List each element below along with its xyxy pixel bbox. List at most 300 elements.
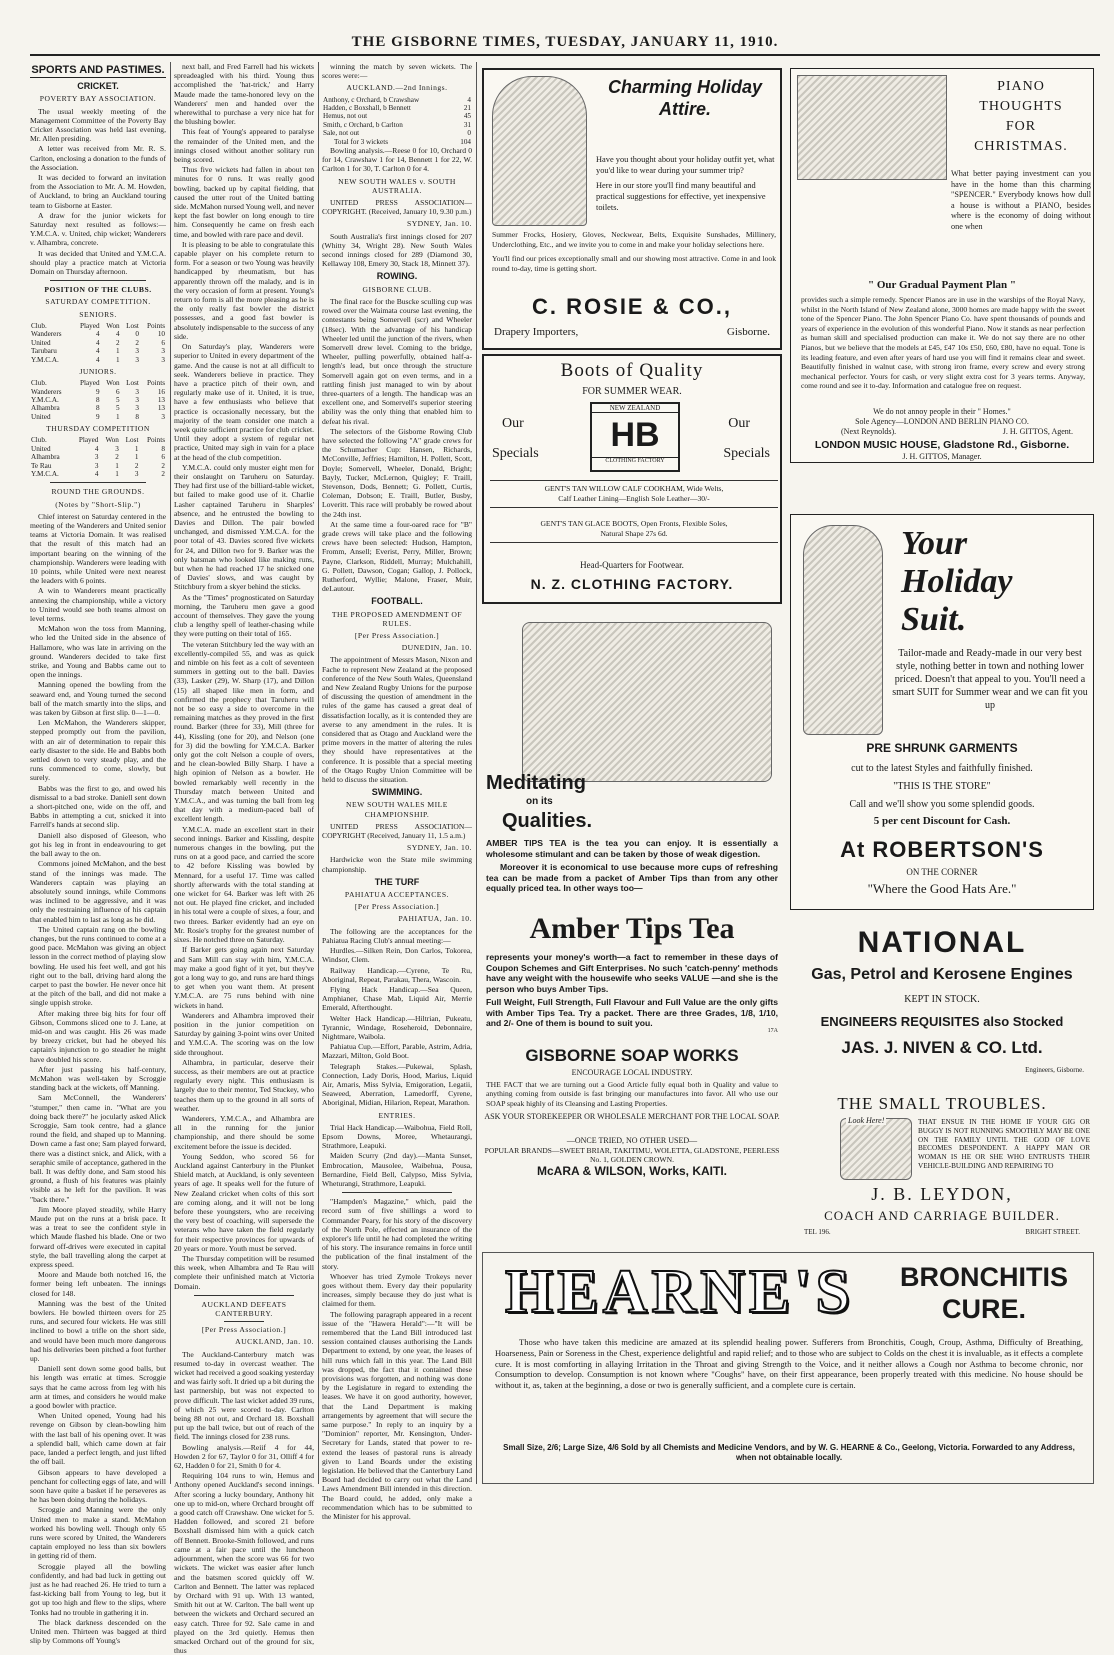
piano-next: (Next Reynolds). [841,427,897,436]
table-cell: 3 [115,444,119,453]
assoc-heading: POVERTY BAY ASSOCIATION. [39,94,157,104]
thursday-heading: THURSDAY COMPETITION [46,424,150,434]
article-paragraph: A win to Wanderers meant practically annexing the championship, while a victory to United would see both teams almost on level terms. [30,586,166,624]
juniors-table [30,379,166,421]
article-paragraph: Railway Handicap.—Cyrene, Te Ru, Aboriginal, Repeat, Parakau, Thera, Wascoin. [322,965,472,984]
table-cell: 4 [467,95,471,104]
article-paragraph: Whoever has tried Zymole Trokeys never goes without them. Every day their popularity increases, simply because they do just what is claimed for them. [322,1271,472,1309]
saturday-heading: SATURDAY COMPETITION. [45,297,151,307]
table-cell: 3 [134,469,139,478]
article-paragraph: Hurdles.—Silken Rein, Don Carlos, Tokorea, Windsor, Clem. [322,946,472,965]
rowing-heading: ROWING. [376,271,418,282]
section-title: SPORTS AND PASTIMES. [30,66,166,78]
table-cell: 2 [161,461,165,470]
divider [224,1321,264,1322]
article-paragraph: The final race for the Buscke sculling cup was rowed over the Waimata course last evening, the contestants being Somervell (scr) and Wheeler (18sec). With the advantage of his handicap Wheeler led until the junction of the rivers, when Somervell drew level. Coming to the bridge, Wheeler, pulling powerfully, obtained half-a-length's lead, but once through the structure Somervell again got on even terms, and in a rattling finish just managed to win by about three-quarters of a length. The handicap was an excellent one, and Somervell's superior steering ability was the only thing that enabled him to defeat his rival. [322,296,472,426]
table-row [322,121,472,129]
table-cell: 5 [116,404,120,413]
article-paragraph: Wanderers and Alhambra improved their position in the junior competition on Saturday by gaining 3-point wins over United and Y.M.C.A. The scoring was on the low side throughout. [174,1010,314,1057]
dateline: SYDNEY, Jan. 10. [406,843,472,853]
article-paragraph: Y.M.C.A. made an excellent start in their second innings. Barker and Kissling, despite numerous changes in the bowling, put the runs on at a good pace, and carried the score to 42 before Kissling was bowled by Mennard, for a useful 17. Time was called shortly afterwards with the total standing at one wicket for 64. Barker was left with 26 not out. He played fine cricket, and included in his total were a couple of sixes, a four, and two threes. Barker evidently had an eye on Mr. Rosie's trophy for the greatest number of sixes. He notched three on Saturday. [174,824,314,945]
piano-note: We do not annoy people in their " Homes." [873,407,1011,416]
column-header: Won [106,321,120,330]
article-paragraph: A draw for the junior wickets for Saturday next resulted as follows:—Y.M.C.A. v. United, chip wicket; Wanderers v. Alhambra, concrete. [30,210,166,248]
article-paragraph: This feat of Young's appeared to paralyse the remainder of the United men, and the innings closed without another solitary run being scored. [174,127,314,165]
cricket-heading: CRICKET. [77,81,119,92]
article-paragraph: On Saturday's play, Wanderers were superior to United in every department of the game. And the cause is not at all difficult to seek. Wanderers believe in practice. They have a practice pitch of their own, and regularly make use of it. United, it is true, have a few enthusiasts who believe that practice is occasionally necessary, but the majority of the team consider one match a week quite sufficient practice for club cricket. Until they adopt a system of regular net practice, United may sigh in vain for a place at the head of the club competition. [174,342,314,462]
dateline: SYDNEY, Jan. 10. [406,219,472,229]
table-header-row [30,436,166,444]
article-paragraph: After making three big hits for four off Gibson, Commons sliced one to J. Lane, at mid-on and was caught. His 26 was made by breezy cricket, but had he obeyed his captain's injunction to go steadier he might have doubled his score. [30,1008,166,1064]
article-paragraph: Sam McConnell, the Wanderers' "stumper," then came in. "What are you doing back there?" he jocularly asked Alick Scroggie, Sam took centre, had a glance round the field, and shaped up to Manning. Down came a fast one; Sam played forward, there was a distinct snick, and Alick, with a seraphic smile of acceptance, gathered in the ball. It was deftly done, and Sam stood his ground, a flush of his features was plainly visible as he left for the pavilion. It was "back there." [30,1093,166,1204]
article-paragraph: It was decided that United and Y.M.C.A. should play a practice match at Victoria Domain on Thursday afternoon. [30,248,166,277]
table-cell: 3 [135,387,139,396]
column-header: Club. [31,379,47,388]
soap-brands: POPULAR BRANDS—SWEET BRIAR, TAKITIMU, WOLETTA, GLADSTONE, PEERLESS No. 1, GOLDEN CROWN. [484,1146,780,1164]
suit-call: Call and we'll show you some splendid goods. [849,799,1035,810]
innings-heading: AUCKLAND.—2nd Innings. [346,83,448,93]
tea-copy: AMBER TIPS TEA is the tea you can enjoy. It is essentially a wholesome stimulant and can be taken by those of weak digestion. Moreover it is economical to use because more cups of refreshing tea can be made from a packet of Amber Tips than from any other equally priced tea. In other ways too— [486,838,778,893]
hearnes-footer: Small Size, 2/6; Large Size, 4/6 Sold by all Chemists and Medicine Vendors, and by W. G. HEARNE & Co., Geelong, Victoria. Forwarded to any Address, when not obtainable locally. [503,1443,1075,1462]
soap-sub: ENCOURAGE LOCAL INDUSTRY. [571,1068,693,1077]
table-cell: 0 [135,330,139,339]
table-cell: United [31,338,51,347]
table-cell: 21 [463,104,471,113]
column-header: Played [80,321,100,330]
column-header: Club. [31,436,47,445]
table-cell: United [31,444,51,453]
table-cell: 1 [115,469,119,478]
article-paragraph: The veteran Stitchbury led the way with an excellently-compiled 55, and was as quick and nimble on his feet as a colt of seventeen summers in getting out to the ball. Davies (33), Lasker (29), W. Sharp (17), and Dillon (15) all shaped like men in form, and confirmed the prophecy that Taruheru will not be so easy a side to overcome in the remaining matches as they proved in the first round. Barker (three for 33), Mill (three for 44), Kissling (one for 20), and Nelson (one for 3) did the bowling for Y.M.C.A. Barker only got the colt Nelson a couple of overs, and he clean-bowled Billy Sharp. I have a high opinion of Nelson as a bowler. He bowled remarkably well recently in the Thursday match between United and Y.M.C.A., and was turning the ball from leg that day with a medium-paced ball of excellent length. [174,639,314,824]
column-header: Played [80,379,100,388]
table-cell: 0 [467,129,471,138]
table-row [30,330,166,338]
table-row [30,388,166,396]
table-cell: Te Rau [31,461,52,470]
hearnes-name: HEARNE'S [505,1258,854,1326]
article-paragraph: The black darkness descended on the United men. Thirteen was bagged at third slip by Commons off Young's [30,1617,166,1646]
table-cell: 31 [463,120,471,129]
column-3 [322,62,472,1522]
table-cell: 4 [94,469,99,478]
table-cell: 1 [134,444,139,453]
table-cell: Tarubaru [31,347,57,356]
table-row [322,104,472,112]
total-row [322,138,472,146]
nsw-heading: NEW SOUTH WALES v. SOUTH AUSTRALIA. [338,176,456,195]
table-cell: 3 [161,412,165,421]
article-paragraph: The Thursday competition will be resumed this week, when Alhambra and Te Rau will complete their unfinished match at Victoria Domain. [174,1254,314,1291]
article-paragraph: Hardwicke won the State mile swimming championship. [322,855,472,874]
boots-line-2: GENT'S TAN GLACE BOOTS, Open Fronts, Flexible Soles, Natural Shape 27s 6d. [490,516,778,543]
table-cell: 3 [161,355,165,364]
amber-tips-brand: Amber Tips Tea [529,912,735,945]
article-paragraph: "Hampden's Magazine," which, paid the record sum of five shillings a word to Commander Peary, for his story of the discovery of the North Pole, effected an insurance of the explorer's life until he had completed the writing of his story. The insurance remains in force until the publication of the final instalment of the story. [322,1197,472,1271]
soap-title: GISBORNE SOAP WORKS [525,1046,739,1065]
scores-table [322,96,472,138]
article-paragraph: The usual weekly meeting of the Management Committee of the Poverty Bay Cricket Association was held last evening, Mr. Allen presiding. [30,106,166,144]
cash-discount: 5 per cent Discount for Cash. [873,815,1011,827]
piano-agency: Sole Agency—LONDON AND BERLIN PIANO CO. [855,417,1029,426]
article-paragraph: Jim Moore played steadily, while Harry Maude put on the runs at a brisk pace. It was a treat to see the confident style in which Maude flashed his blade. One or two forward off-drives were executed in capital style, the ball travelling along the carpet at express speed. [30,1204,166,1270]
ad-code: 17A [767,1028,778,1034]
piano-side: What better paying investment can you have in the home than this charming "SPENCER." Everybody knows how dull a house is without a PIANO, besides where is the economy of doing without one when [951,169,1091,231]
table-row [30,453,166,461]
article-paragraph: At the same time a four-oared race for "B" grade crews will take place and the following crews have been selected: Hudson, Hampton, Fromm, Ansell; Everist, Perry, Miller, Brown; Payne, Clarkson, Riddell, Murray; Mulchahill, G. Pollett, Dawson, Cogan; Gallop, J. Pollock, Rutherford, Wyllie; Malone, Fraser, Muir, deLautour. [322,519,472,594]
table-cell: 13 [157,395,165,404]
press-credit: UNITED PRESS ASSOCIATION—COPYRIGHT (Received, January 11, 1.5 a.m.) [322,821,472,841]
table-cell: 4 [95,347,100,356]
table-cell: 6 [116,387,120,396]
meditating: Meditating [486,772,586,794]
column-header: Played [78,436,99,445]
nz-clothing-factory: N. Z. CLOTHING FACTORY. [530,576,734,592]
table-row [30,404,166,412]
table-cell: 3 [135,355,139,364]
table-cell: 2 [161,469,165,478]
acceptances-heading: PAHIATUA ACCEPTANCES. [344,890,450,900]
article-paragraph: Len McMahon, the Wanderers skipper, stepped promptly out from the pavilion, with an air of determination to repair this early disaster to the side. He and Babbs both settled down to very steady play, and the runs commenced to come, slowly, but surely. [30,718,166,783]
leydon-advertisement [790,1094,1094,1182]
divider [342,1192,452,1193]
table-cell: 4 [95,330,100,339]
requisites: ENGINEERS REQUISITES also Stocked [820,1014,1064,1029]
tea-advertisement [482,612,782,1040]
table-row [30,413,166,421]
specials-right: Specials [723,446,770,461]
music-house: LONDON MUSIC HOUSE, Gladstone Rd., Gisborne. [814,439,1070,451]
article-paragraph: Y.M.C.A. could only muster eight men for their onslaught on Taruheru on Saturday. They had first use of the billiard-table wicket, but failed to make good use of it. Charlie Lasher captained Taruheru in Sharples' absence, and he entrusted the bowling to Davies and Dillon. The pair bowled unchanged, and dismissed Y.M.C.A. for the poor total of 43. Davies scored five wickets for 24, and Dillon two for 9. Barker was the only batsman who looked like making runs, but when he had reached 17 he snicked one of Davies' slows, and was caught by Stitchbury from a skyer behind the sticks. [174,462,314,592]
piano-advertisement [790,68,1094,463]
engineers-gisborne: Engineers, Gisborne. [1025,1066,1084,1074]
article-paragraph: A letter was received from Mr. R. S. Carlton, enclosing a donation to the funds of the Association. [30,144,166,172]
rosie-goods: Summer Frocks, Hosiery, Gloves, Neckwear, Belts, Exquisite Sunshades, Millinery, Underclothing, Etc., and we invite you to come in and make your holiday selections here. You'll find our prices exceptionally small and our showing most attractive. Come in and look round to-day, time is getting short. [492,230,776,273]
rules-heading: THE PROPOSED AMENDMENT OF RULES. [331,609,463,628]
dateline: AUCKLAND, Jan. 10. [235,1337,314,1347]
article-paragraph: It was decided to forward an invitation from the Association to Mr. A. M. Howden, of Auckland, to bring an Auckland touring team to Gisborne at Easter. [30,173,166,210]
column-rule [476,62,477,1484]
article-paragraph: Commons joined McMahon, and the best stand of the innings was made. The Wanderers captain was playing an absolutely sound innings, while Commons was inclined to be aggressive, and it was only the restraining influence of his captain that enabled him to last as long as he did. [30,859,166,924]
article-paragraph: Daniell also disposed of Gleeson, who got his leg in front in endeavouring to get the ball away to the on. [30,830,166,859]
rosie-name: C. ROSIE & CO., [532,294,732,319]
engines-line: Gas, Petrol and Kerosene Engines [811,966,1073,983]
table-cell: 3 [161,347,165,356]
article-paragraph: Babbs was the first to go, and owed his dismissal to a bad stroke. Daniell sent down a short-pitched one, wide on the off, and Babbs in attempting a cut, snicked it into Farrell's hands at second slip. [30,783,166,830]
total-label: Total for 3 wickets [334,137,388,146]
article-paragraph: Wanderers, Y.M.C.A., and Alhambra are all in the running for the junior championship, and there should be some excitement before the issue is decided. [174,1113,314,1151]
piano-agent: J. H. GITTOS, Agent. [1002,427,1073,436]
column-header: Won [105,436,119,445]
seniors-heading: SENIORS. [79,309,117,319]
article-paragraph: Scroggie played all the bowling confidently, and had bad luck in getting out just as he had reached 26. He tried to turn a fast-kicking ball from Young to leg, but it got up too high and flew to the slips, where Tonks had no trouble in gathering it in. [30,1561,166,1617]
table-cell: Wanderers [31,330,62,339]
table-row [30,396,166,404]
column-rule [170,62,171,1484]
dateline: PAHIATUA, Jan. 10. [398,914,472,924]
table-cell: 8 [95,404,100,413]
table-cell: Y.M.C.A. [31,469,59,478]
national-name: NATIONAL [857,926,1027,959]
column-2 [174,62,314,1655]
article-paragraph: Telegraph Stakes.—Pukewai, Splash, Connection, Lady Doris, Hood, Marius, Liquid Air, Amaris, Miss Sylvia, Emigoration, Legatii, Seaweed, Aberration, Lamedorff, Cyrene, Aboriginal, Midian, Hilarion, Repeat, Marathon. [322,1061,472,1108]
table-row [30,462,166,470]
piano-manager: J. H. GITTOS, Manager. [902,452,982,461]
leydon-name: J. B. LEYDON, [871,1184,1013,1204]
leydon-tel: TEL 196. [804,1228,831,1236]
table-cell: 10 [157,330,165,339]
table-header-row [30,379,166,387]
column-1 [30,62,166,1646]
suit-advertisement [790,514,1094,910]
rosie-title: Charming Holiday Attire. [607,77,763,119]
table-row [30,347,166,355]
niven-name: JAS. J. NIVEN & CO. Ltd. [841,1038,1043,1057]
table-header-row [30,322,166,330]
mile-heading: NEW SOUTH WALES MILE CHAMPIONSHIP. [346,800,448,819]
table-cell: Y.M.C.A. [31,355,59,364]
table-row [322,112,472,120]
suit-title: Your Holiday Suit. [901,525,1013,638]
table-cell: 16 [157,387,165,396]
table-cell: 1 [116,347,120,356]
couple-illustration [840,1118,912,1180]
article-paragraph: As the "Times" prognosticated on Saturday morning, the Taruheru men gave a good account of themselves. They gave the young club a lengthy spell of leather-chasing while they were putting on their total of 165. [174,592,314,639]
column-header: Points [147,379,165,388]
robertsons-name: At ROBERTSON'S [840,837,1044,862]
article-paragraph: Daniell sent down some good balls, but his length was erratic at times. Scroggie says that he came across from leg with his arm at times, and considers he would make a good bowler with practice. [30,1364,166,1411]
table-cell: 3 [94,453,99,462]
article-paragraph: South Australia's first innings closed for 207 (Whitty 34, Wright 28). New South Wales second innings closed for 289 (Diamond 30, Kellaway 108, Emery 30, Stack 18, Minnett 37). [322,231,472,269]
table-cell: 4 [95,338,100,347]
boots-line-1: GENT'S TAN WILLOW CALF COOKHAM, Wide Welts, Calf Leather Lining—English Sole Leather—30/- [490,480,778,508]
table-cell: Alhambra [31,404,60,413]
qualities: Qualities. [502,810,593,832]
on-the-corner: ON THE CORNER [906,867,978,877]
engines-advertisement [790,922,1094,1088]
press-credit: [Per Press Association.] [354,902,440,912]
column-header: Won [106,379,120,388]
table-cell: Alhambra [31,453,60,462]
article-paragraph: Maiden Scurry (2nd day).—Manta Sunset, Embrocation, Mausolee, Waibehua, Pousa, Bernardine, Field Bell, Calypso, Miss Sylvia, Wheturangi, Strathmore, Leapuki. [322,1151,472,1188]
article-paragraph: Bowling analysis.—Reese 0 for 10, Orchard 0 for 14, Crawshaw 1 for 14, Bennett 1 for 22, W. Carlton 1 for 30, T. Carlton 0 for 4. [322,146,472,174]
article-paragraph: Manning was the best of the United bowlers. He bowled thirteen overs for 25 runs, and secured four wickets. He was still inclined to bowl a trifle on the short side, and would have been much more dangerous had his deliveries been pitched a foot further up. [30,1298,166,1364]
table-cell: 2 [116,338,120,347]
column-header: Lost [126,321,139,330]
article-paragraph: After just passing his half-century, McMahon was well-taken by Scroggie standing back at the wickets, off Manning. [30,1064,166,1093]
article-paragraph: The United captain rang on the bowling changes, but the runs continued to come at a good pace. McMahon was giving an object lesson in the correct method of playing slow bowling. He used his feet well, and got his right out to the ball, driving hard along the carpet to past the bowler. He never once hit at the pitch of the ball, and did not make a single uppish stroke. [30,924,166,1008]
small-troubles-text: THAT ENSUE IN THE HOME IF YOUR GIG OR BUGGY IS NOT RUNNING SMOOTHLY MAY BE ONE ON THE FAMILY UNTIL THE GOD OF LOVE BECOMES DESPONDENT. A HAPPY MAN OR WOMAN IS HE OR SHE WHO ENTRUSTS THEIR VEHICLE-BUILDING AND REPAIRING TO [918,1118,1090,1170]
table-row [30,445,166,453]
table-cell: Wanderers [31,387,62,396]
article-paragraph: If Barker gets going again next Saturday and Sam Mill can stay with him, Y.M.C.A. may make a good fight of it yet, but they've got a long way to go, and runs are hard things to get when you want them. At present Y.M.C.A. are 75 runs behind with nine wickets in hand. [174,945,314,1010]
pre-shrunk: PRE SHRUNK GARMENTS [866,741,1018,755]
article-paragraph: Thus five wickets had fallen in about ten minutes for 0 runs. It was really good bowling, backed up by capital fielding, that caused the utter rout of the United batting side. McMahon nursed Young well, and never kept the fast bowler on long enough to tire him. Consequently he came on fresh each time, and bowled with rare pace and devil. [174,165,314,239]
article-paragraph: Manning opened the bowling from the seaward end, and Young turned the second ball of the match smartly into the slips, and was taken by Gibson at first slip. 0—1—0. [30,680,166,718]
rosie-copy: Have you thought about your holiday outfit yet, what you'd like to wear during your summer trip? Here in our store you'll find many beautiful and practical suggestions for effective, yet inexpensive toilets. [596,155,775,212]
table-cell: 3 [94,461,99,470]
article-paragraph: Young Seddon, who scored 56 for Auckland against Canterbury in the Plunket Shield match, at Auckland, is only seventeen years of age. It speaks well for the future of New Zealand cricket when colts of this sort are coming along, and it will not be long before these youngsters, who are receiving the very best of coaching, will supersede the veterans who have taken the field regularly for their respective provinces for upwards of 20 years or more. Youth must be served. [174,1151,314,1253]
column-header: Lost [125,436,139,445]
table-cell: Sale, not out [323,129,360,138]
article-paragraph: Scroggie and Manning were the only United men to make a stand. McMahon worked his bowling well. Though only 65 runs were scored by United, the Wanderers captain employed no less than six bowlers in getting rid of them. [30,1505,166,1561]
juniors-heading: JUNIORS. [79,366,117,376]
table-cell: 4 [94,444,99,453]
hearnes-advertisement [482,1252,1094,1484]
article-paragraph: McMahon won the toss from Manning, who led the United side in the absence of Hallamore, who was late in arriving on the ground. Wanderers decided to take first strike, and Young and Babbs came out to open the innings. [30,624,166,680]
turf-heading: THE TURF [374,876,420,887]
suit-copy: Tailor-made and Ready-made in our very best style, nothing better in town and nothing lower priced. Doesn't that appeal to you. You'll need a smart SUIT for Summer wear and we can fit you up [892,648,1088,711]
article-paragraph: Welter Hack Handicap.—Hiltrian, Pukeatu, Tyrannic, Windage, Roseheroid, Debonnaire, Nightmare, Waibola. [322,1013,472,1041]
article-paragraph: Bowling analysis.—Reiif 4 for 44, Howden 2 for 67, Taylor 0 for 31, Olliff 4 for 62, Hadden 0 for 21, Smith 0 for 4. [174,1442,314,1471]
column-header: Lost [126,379,139,388]
on-its: on its [526,796,553,807]
table-cell: 3 [135,404,139,413]
table-row [322,96,472,104]
look-here: Look Here! [848,1116,885,1125]
byline: (Notes by "Short-Slip.") [55,499,141,509]
press-credit: UNITED PRESS ASSOCIATION—COPYRIGHT. (Received, January 10, 9.30 p.m.) [322,198,472,217]
our-right: Our [728,416,750,431]
footwear-hq: Head-Quarters for Footwear. [580,560,684,570]
hb-logo: NEW ZEALAND HB CLOTHING FACTORY [590,402,680,472]
boots-sub: FOR SUMMER WEAR. [582,386,682,397]
table-cell: 8 [95,395,100,404]
boots-advertisement [482,354,782,604]
table-cell: 1 [116,355,120,364]
table-cell: 8 [161,444,165,453]
article-paragraph: Gibson appears to have developed a penchant for collecting eggs of late, and will soon have quite a basket if he perseveres as he has been doing during the holidays. [30,1467,166,1505]
rosie-advertisement [482,68,782,350]
article-paragraph: Chief interest on Saturday centered in the meeting of the Wanderers and United senior teams at Victoria Domain. It was realised that the result of this match had an important bearing on the winning of the championship. Wanderers were leading with 10 points, while United were next nearest the leaders with 6 points. [30,511,166,586]
table-cell: 4 [95,355,100,364]
suit-styles: cut to the latest Styles and faithfully finished. [851,763,1033,774]
table-cell: 2 [135,338,139,347]
football-heading: FOOTBALL. [371,596,423,607]
auckland-heading: AUCKLAND DEFEATS CANTERBURY. [201,1299,287,1319]
article-paragraph: The Auckland-Canterbury match was resumed to-day in overcast weather. The wicket had received a good soaking yesterday and was fairly soft. It dried up a bit during the last partnership, but was not expected to prove difficult. The last wicket added 39 runs, of which 25 were scored to-day. Carlton being 88 not out, and Orchard 18. Boxshall put up the ball twice, but out of reach of the field. The innings closed for 238 runs. [174,1349,314,1442]
lady-illustration [492,76,587,226]
table-cell: 3 [135,347,139,356]
article-paragraph: The selectors of the Gisborne Rowing Club have selected the following "A" grade crews for the Schumacher Cup: Hansen, Richards, McConville, Jeffries; Hamilton, H. Pollett, Scott, Doyle; Somervell, Wheeler, Donald, Bright; Bayly, Tucker, McLernon, Quigley; F. Traill, Stevenson, Dods, Bennett; G. Pollett, Curtis, Coleman, Dobson; E. Traill, Butler, Busby, Loveritt. This race will probably be rowed about the 24th inst. [322,426,472,519]
table-row [322,129,472,137]
good-hats: "Where the Good Hats Are." [867,881,1017,896]
leydon-footer [790,1182,1094,1246]
total-value: 104 [460,137,471,146]
table-cell: 5 [116,395,120,404]
entries-heading: ENTRIES. [378,1110,416,1120]
specials-left: Specials [492,446,539,461]
column-header: Club. [31,321,47,330]
table-row [30,356,166,364]
article-paragraph: Flying Hack Handicap.—Sea Queen, Amphianer, Chase Mab, Liquid Air, Merrie Emerald, Afterthought. [322,984,472,1013]
table-cell: 4 [116,330,120,339]
divider [194,1295,294,1296]
table-cell: 2 [134,461,139,470]
tea-copy-2: represents your money's worth—a fact to remember in these days of Coupon Schemes and Gift Enterprises. No such 'catch-penny' methods have any weight with the housewife who seeks VALUE —and she is the person who buys Amber Tips. Full Weight, Full Strength, Full Flavour and Full Value are the only gifts with Amber Tips Tea. Try a packet. There are three Grades, 1/8, 1/10, and 2/- One of them is bound to suit you. [486,952,778,1028]
leydon-street: BRIGHT STREET. [1025,1228,1080,1236]
payment-plan: " Our Gradual Payment Plan " [868,279,1016,291]
table-cell: Y.M.C.A. [31,395,59,404]
column-rule [318,62,319,1484]
gentleman-illustration [803,525,883,735]
the-store: "THIS IS THE STORE" [893,781,991,792]
piano-illustration [797,75,947,180]
press-credit: [Per Press Association.] [354,631,440,640]
masthead: THE GISBORNE TIMES, TUESDAY, JANUARY 11, 1910. [30,34,1100,56]
article-paragraph: Trial Hack Handicap.—Waibohua, Field Roll, Epsom Downs, Moree, Whetaurangi, Strathmore, Leapuki. [322,1122,472,1151]
table-cell: 1 [134,453,139,462]
rosie-town: Gisborne. [726,326,770,338]
soap-text: THE FACT that we are turning out a Good Article fully equal both in Quality and value to anything coming from outside is fast bringing our manufactures into favor. All who use our SOAP speak highly of its Cleansing and Lasting Properties. [486,1080,778,1108]
article-paragraph: Alhambra, in particular, deserve their success, as their members are out at practice regularly every night. This enthusiasm is largely due to their mentor, Ted Stuckey, who teaches them up to the ground in all sorts of weather. [174,1057,314,1113]
article-paragraph: Pahiatua Cup.—Effort, Parable, Astrim, Adria, Mazzari, Milton, Gold Boot. [322,1042,472,1061]
seniors-table [30,322,166,364]
soap-advertisement [482,1046,782,1176]
table-cell: Hadden, c Boxshall, b Bennett [323,104,411,113]
bronchitis-cure: BRONCHITIS CURE. [900,1262,1068,1324]
table-cell: 9 [95,412,100,421]
table-cell: 1 [115,461,119,470]
article-paragraph: When United opened, Young had his revenge on Gibson by clean-bowling him with the last ball of his opening over. It was a splendid ball, which came down at fair pace, landed a perfect length, and just lifted the off bail. [30,1411,166,1467]
soap-maker: McARA & WILSON, Works, KAITI. [536,1164,727,1178]
positions-heading: POSITION OF THE CLUBS. [44,285,152,295]
article-paragraph: The following paragraph appeared in a recent issue of the "Hawera Herald":—"It will be remembered that the Land Bill introduced last session contained clauses authorising the Lands Department to extend, by one year, the leases of hill runs which fall in this year. The Land Bill was dropped, the fact that it contained these provisions was forgotten, and nothing was done by the Legislature in regard to extending the leases. We have it on good authority, however, that the Land Department is making arrangements by agreement that will secure the same purpose." In reply to an inquiry by a "Dominion" reporter, Mr. Kensington, Under-Secretary for Lands, stated that power to re-extend the leases of pastoral runs is already given to Land Boards under the existing legislation. He believed that the Canterbury Land Board had decided to carry out what the Land Laws Amendment Bill intended in this direction. The Board could, he added, only make a recommendation which has to be submitted to the Minister for his approval. [322,1309,472,1522]
article-paragraph: next ball, and Fred Farrell had his wickets spreadeagled with his third. Young thus accomplished the 'hat-trick,' and Harry Maude made the tame-honored levy on the Wanderers' men and handed over the wherewithal to purchase a very nice hat for the blushing bowler. [174,62,314,127]
leydon-trade: COACH AND CARRIAGE BUILDER. [824,1208,1060,1223]
swimming-heading: SWIMMING. [371,787,423,798]
divider [50,482,146,483]
table-row [30,470,166,478]
table-cell: 2 [115,453,119,462]
round-heading: ROUND THE GROUNDS. [51,487,145,497]
soap-once: —ONCE TRIED, NO OTHER USED— [566,1136,698,1145]
press-credit: [Per Press Association.] [201,1325,287,1335]
table-row [30,339,166,347]
small-troubles-title: THE SMALL TROUBLES. [837,1094,1047,1113]
thursday-table [30,436,166,478]
article-paragraph: Requiring 104 runs to win, Hemus and Anthony opened Auckland's second innings. After scoring a lucky boundary, Anthony hit one up to mid-on, where Orchard brought off a good catch off Crawshaw. One wicket for 5. Hadden followed, and scored 21 before Boxshall dismissed him with a quick catch off Bennett. Brooke-Smith followed, and runs came at a fair pace until the luncheon adjournment, when the score was 66 for two wickets. The wicket was easier after lunch and the batsmen scored quickly off W. Carlton and Bennett. The latter was replaced by Orchard with 91 up. With 13 wanted, Smith hit out at W. Carlton. The ball went up between the wickets and Orchard secured an easy catch. Three for 92. Sale came in and played on the 3rd quietly. Hemus then smacked Orchard out of the ground for six, thus [174,1471,314,1655]
kept-in-stock: KEPT IN STOCK. [904,994,980,1005]
table-cell: 45 [463,112,471,121]
table-cell: Hemus, not out [323,112,368,121]
table-cell: 6 [161,338,165,347]
table-cell: 13 [157,404,165,413]
article-paragraph: The appointment of Messrs Mason, Nixon and Fache to represent New Zealand at the proposed conference of the New South Wales, Queensland and New Zealand Rugby Unions for the purpose of discussing the question of amendment in the rules of the game has caused a great deal of dissatisfaction locally, as it is contended they are averse to any amendment in the rules. It is considered that as Otago and Auckland were the prime movers in the matter of altering the rules they should have representatives at the conference. It is possible that a special meeting of the Otago Rugby Union Committee will be held to discuss the situation. [322,655,472,785]
piano-body: provides such a simple remedy. Spencer Pianos are in use in the warships of the Royal Navy, whilst in the North Island of New Zealand alone, 3000 homes are made happy with the sweet tone of the Spencer Piano. The John Spencer Piano Co. have spent thousands of pounds and years of experience in the evolution of this wonderful Piano. Now it stands as near perfection as human skill and specialised production can make it. We do not say there are no other Pianos, but we believe that the models at £45, £47 10s £50, £60, £80, have no equal. Tone is its leading feature, and even after years of hard use you will find it remains clear and sweet. Beautifully finished in walnut case, with strong iron frame, every screw and every strong mechanical perfector. Yours for cash, or very slight extra cost for 3 years terms. Anyway, come round and see it to-day. Information and catalogue free on request. [801,295,1085,391]
column-header: Points [147,321,165,330]
table-cell: Smith, c Orchard, b Carlton [323,120,403,129]
rosie-trade: Drapery Importers, [494,326,579,338]
column-header: Points [147,436,165,445]
table-cell: Anthony, c Orchard, b Crawshaw [323,95,420,104]
article-paragraph: The following are the acceptances for the Pahiatua Racing Club's annual meeting:— [322,926,472,945]
dateline: DUNEDIN, Jan. 10. [401,643,472,653]
club-heading: GISBORNE CLUB. [362,284,432,294]
boots-title: Boots of Quality [560,360,704,381]
table-cell: United [31,412,51,421]
table-cell: 3 [135,395,139,404]
divider [50,280,146,281]
article-paragraph: It is pleasing to be able to congratulate this capable player on his complete return to form. For a season or two Young was heavily handicapped by rheumatism, but has apparently thrown off the malady, and is in the very occasion of form at present. Young's return to form is all the more pleasing as he is the only really fast bowler the district possesses, and a good fast bowler is absolutely indispensable to the success of any side. [174,239,314,341]
hearnes-text: Those who have taken this medicine are amazed at its splendid healing power. Sufferers from Bronchitis, Cough, Croup, Asthma, Difficulty of Breathing, Hoarseness, Pain or Soreness in the Chest, experience delightful and rapid relief; and to those who are subject to Colds on the chest it is invaluable, as it effects a complete cure. It is most comforting in allaying Irritation in the Throat and giving Strength to the Voice, and it neither allows a Cough nor Asthma to become chronic, nor Consumption to develop. Consumption is not known where "Coughs" have, on their first appearance, been properly treated with this medicine. No house should be without it, as, taken at the beginning, a dose or two is generally sufficient, and a complete cure is certain. [495,1337,1083,1391]
article-paragraph: winning the match by seven wickets. The scores were:— [322,62,472,81]
our-left: Our [502,416,524,431]
table-cell: 6 [161,453,165,462]
table-cell: 1 [116,412,120,421]
piano-title: PIANO THOUGHTS FOR CHRISTMAS. [974,79,1068,154]
article-paragraph: Moore and Maude both notched 16, the former being left unbeaten. The innings closed for 148. [30,1270,166,1298]
soap-ask: ASK YOUR STOREKEEPER OR WHOLESALE MERCHANT FOR THE LOCAL SOAP. [484,1112,780,1121]
